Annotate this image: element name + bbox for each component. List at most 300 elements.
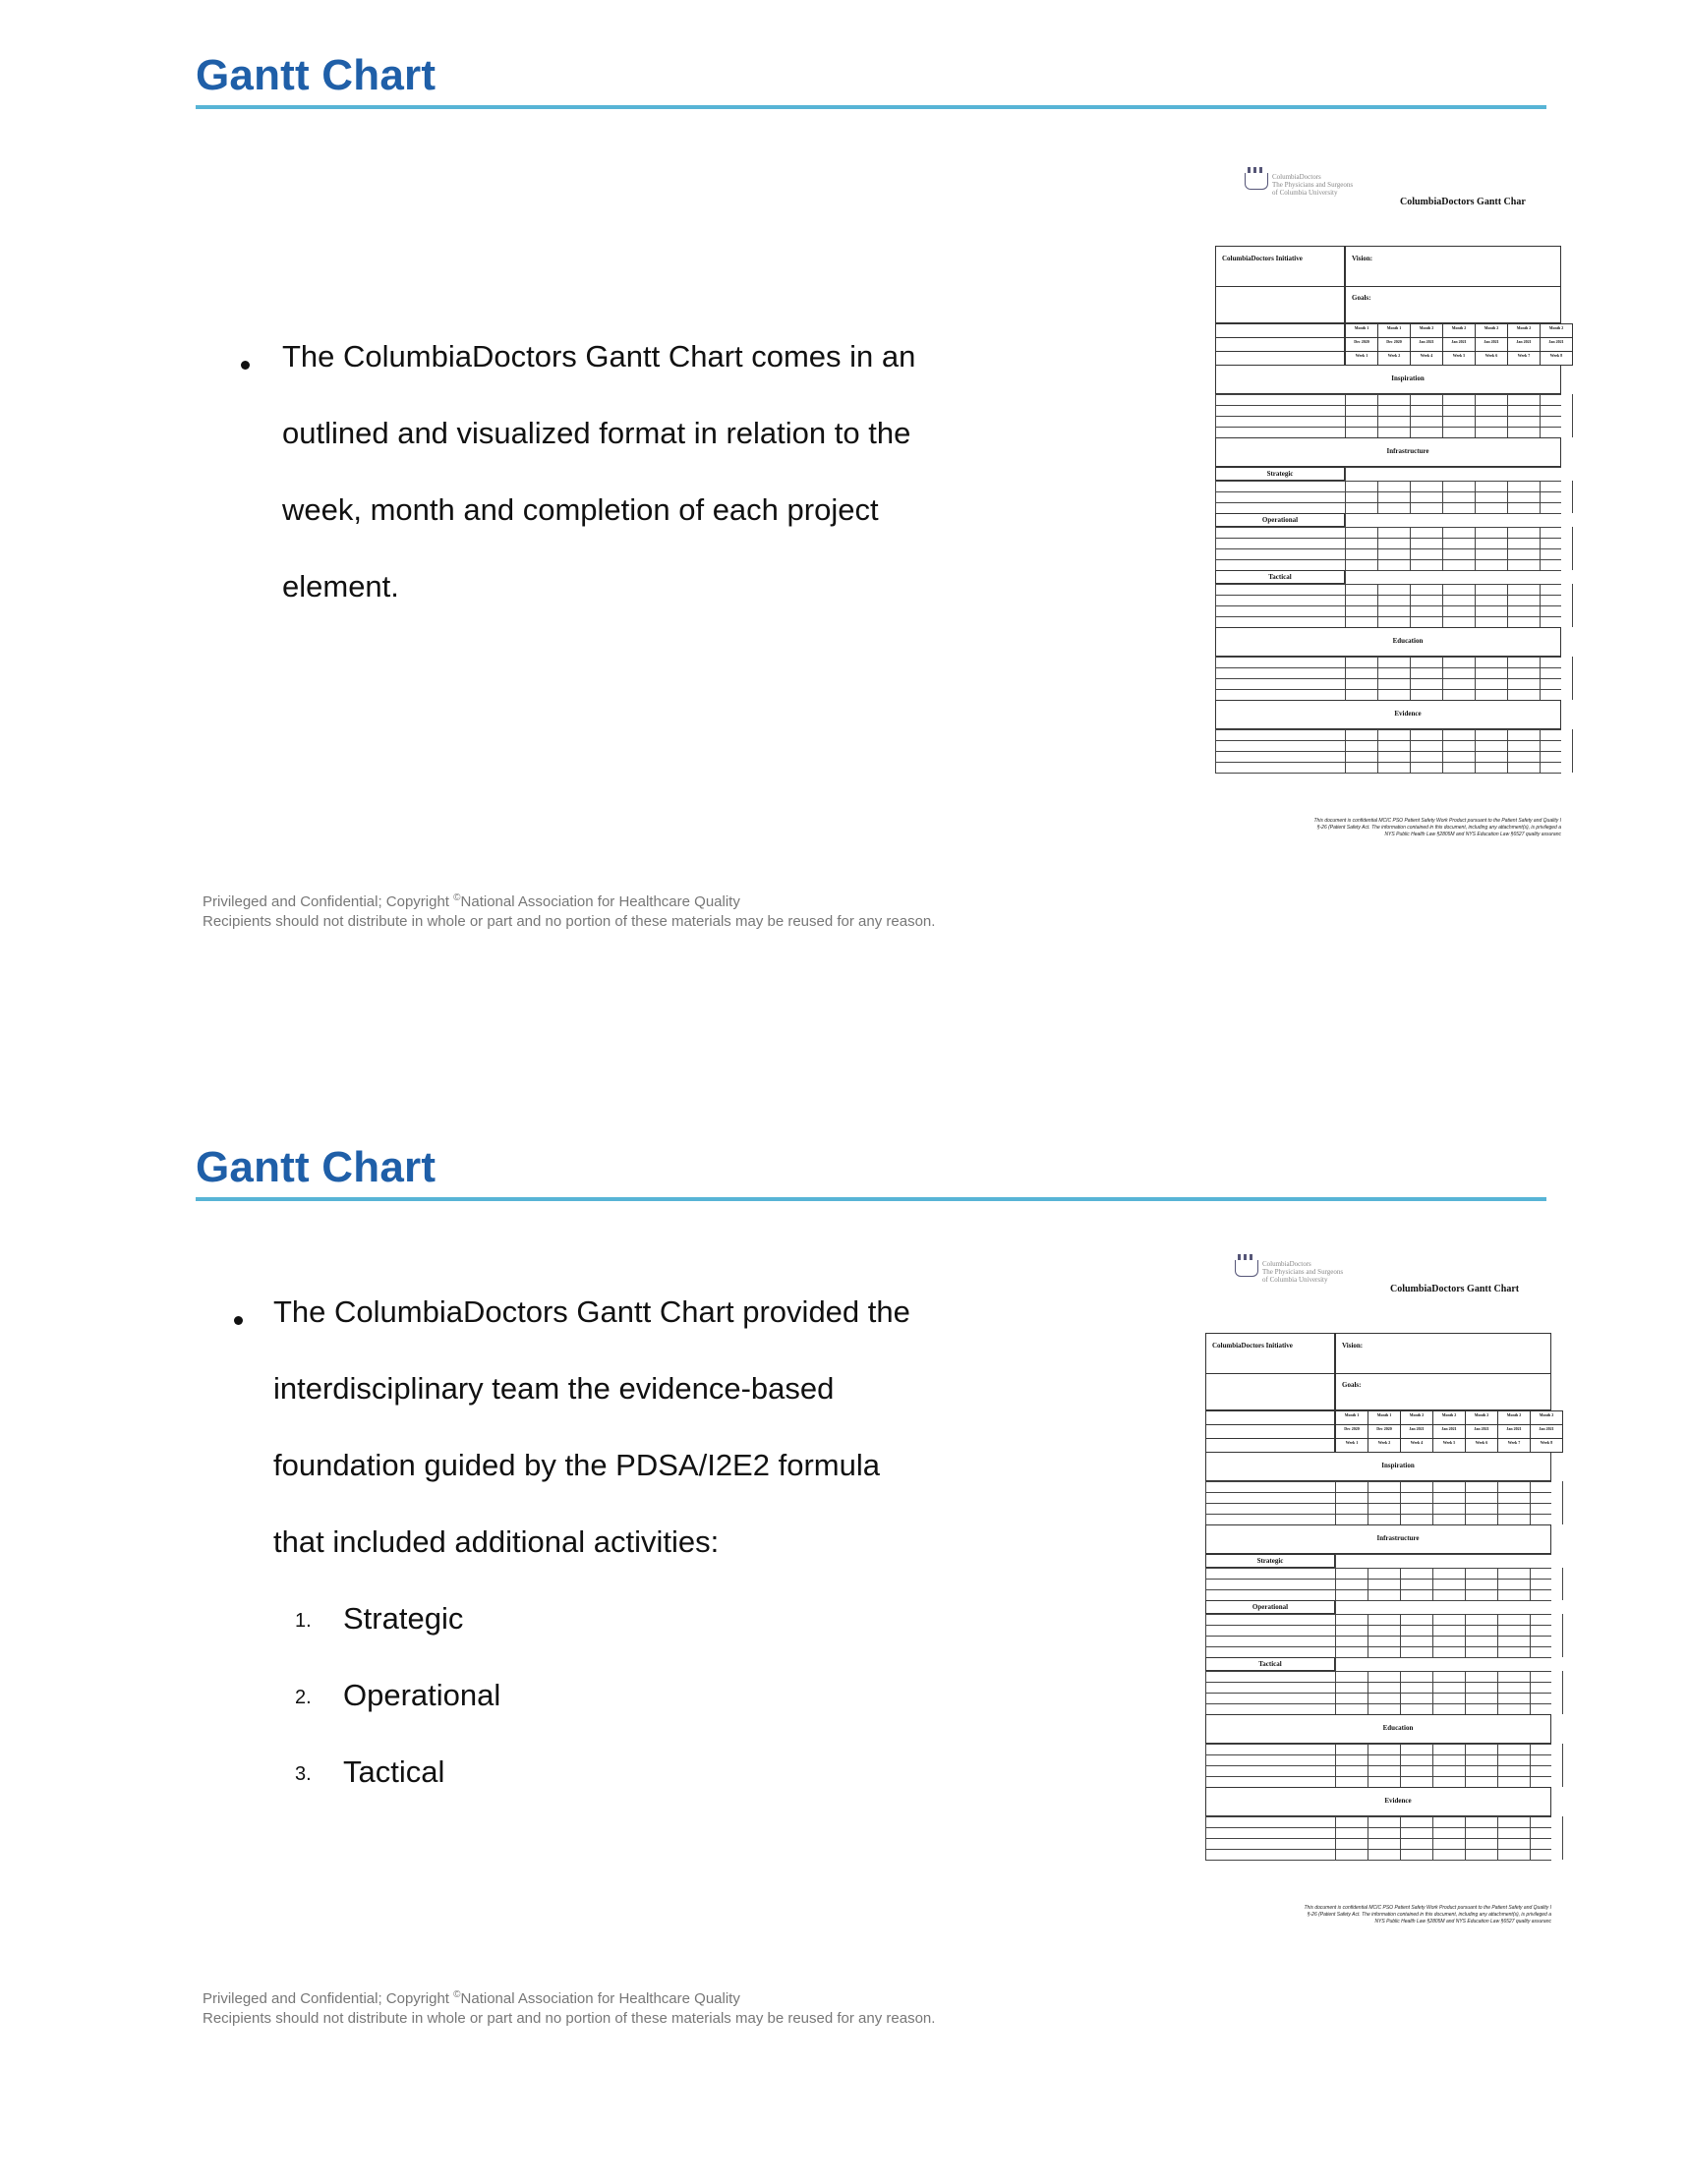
grid-line [1205,1744,1206,1787]
grid-line [1507,527,1508,570]
grid-line [1507,481,1508,513]
grid-line [1215,538,1561,539]
header-cell-text: Jan 2021 [1539,1426,1554,1431]
grid-line [1335,1554,1551,1555]
header-cell [1432,1410,1466,1425]
logo-line: ColumbiaDoctors [1272,173,1321,181]
grid-line [1205,1579,1551,1580]
gantt-chart-thumbnail [1207,173,1564,881]
grid-line [1215,657,1216,700]
grid-line [1530,1568,1531,1600]
header-cell-text: Month 2 [1409,1412,1425,1417]
header-cell-text: Dec 2020 [1386,339,1402,344]
grid-line [1497,1568,1498,1600]
grid-line [1215,729,1561,730]
grid-line [1215,527,1561,528]
grid-line [1215,527,1216,570]
grid-line [1345,570,1561,571]
header-row-label [1205,1410,1335,1425]
grid-line [1345,467,1561,468]
grid-line [1410,394,1411,437]
footer [203,889,935,932]
header-cell-text: Week 6 [1484,353,1498,358]
grid-line [1540,584,1541,627]
section-header: Evidence [1215,700,1561,729]
bullet-icon [241,361,250,370]
grid-line [1215,657,1561,658]
slide-title: Gantt Chart [196,51,437,99]
grid-line [1465,1671,1466,1714]
grid-line [1432,1744,1433,1787]
grid-line [1215,751,1561,752]
header-cell-text: Week 8 [1540,1440,1553,1445]
confidential-line: §-26 (Patient Safety Act. The information contained in this document, including any attachment(s), is privileged a [1307,1912,1551,1918]
grid-line [1335,1568,1336,1600]
blank-cell [1205,1373,1335,1410]
header-cell-text: Month 1 [1376,1412,1392,1417]
header-cell-text: Month 2 [1548,325,1564,330]
footer-copyright: Privileged and Confidential; Copyright ©National Association for Healthcare Quality [203,1989,740,2007]
header-cell [1507,323,1541,338]
grid-line [1442,657,1443,700]
grid-line [1205,1614,1551,1615]
grid-line [1540,729,1541,773]
grid-line [1205,1514,1551,1515]
grid-line [1465,1816,1466,1860]
grid-line [1530,1671,1531,1714]
grid-line [1497,1816,1498,1860]
header-cell-text: Jan 2021 [1419,339,1434,344]
header-cell-text: Jan 2021 [1548,339,1564,344]
confidential-line: §-26 (Patient Safety Act. The information contained in this document, including any attachment(s), is privileged a [1316,825,1561,831]
crown-logo-icon [1245,173,1268,190]
header-cell-text: Month 2 [1539,1412,1554,1417]
grid-line [1562,1671,1563,1714]
header-row-label [1205,1438,1335,1453]
grid-line [1400,1568,1401,1600]
header-cell [1530,1424,1563,1439]
logo-line: of Columbia University [1272,189,1338,197]
header-cell-text: Month 2 [1474,1412,1489,1417]
grid-line [1215,481,1561,482]
header-cell-text: Week 7 [1517,353,1531,358]
header-cell-text: Month 1 [1386,325,1402,330]
blank-cell [1215,286,1345,323]
grid-line [1442,481,1443,513]
header-cell [1497,1424,1531,1439]
grid-line [1475,584,1476,627]
header-cell [1410,323,1443,338]
header-cell [1345,323,1378,338]
grid-line [1205,1492,1551,1493]
grid-line [1410,584,1411,627]
gantt-doc-title: ColumbiaDoctors Gantt Chart [1390,1284,1520,1294]
grid-line [1475,729,1476,773]
grid-line [1572,527,1573,570]
subsection-header: Operational [1215,513,1345,527]
grid-line [1562,1481,1563,1524]
grid-line [1205,1589,1551,1590]
grid-line [1335,1481,1336,1524]
grid-line [1205,1671,1206,1714]
header-row-label [1215,323,1345,338]
subsection-header: Strategic [1215,467,1345,481]
grid-line [1335,1657,1551,1658]
grid-line [1215,427,1561,428]
grid-line [1410,481,1411,513]
grid-line [1215,678,1561,679]
grid-line [1507,729,1508,773]
header-cell-text: Week 1 [1345,1440,1359,1445]
grid-line [1475,657,1476,700]
grid-line [1205,1568,1551,1569]
grid-line [1215,740,1561,741]
grid-line [1215,667,1561,668]
confidential-line: This document is confidential MCIC PSO Patient Safety Work Product pursuant to the Patient Safety and Quality I [1304,1905,1551,1911]
header-cell [1335,1438,1368,1453]
title-divider [196,105,1546,109]
grid-line [1345,467,1346,481]
header-cell [1530,1410,1563,1425]
header-cell [1377,337,1411,352]
grid-line [1475,527,1476,570]
header-row-label [1215,337,1345,352]
footer [203,1985,935,2029]
bullet-text-line: element. [282,569,399,603]
grid-line [1400,1744,1401,1787]
grid-line [1562,1816,1563,1860]
header-cell [1368,1438,1401,1453]
grid-line [1215,394,1561,395]
grid-line [1345,513,1561,514]
grid-line [1465,1568,1466,1600]
header-cell-text: Week 5 [1442,1440,1456,1445]
grid-line [1205,1816,1551,1817]
grid-line [1562,1614,1563,1657]
grid-line [1572,481,1573,513]
grid-line [1442,527,1443,570]
grid-line [1507,584,1508,627]
grid-line [1345,584,1346,627]
grid-line [1205,1636,1551,1637]
header-cell [1497,1438,1531,1453]
grid-line [1572,584,1573,627]
grid-line [1345,394,1346,437]
grid-line [1205,1765,1551,1766]
logo-line: of Columbia University [1262,1276,1328,1284]
header-cell [1335,1424,1368,1439]
goals-cell: Goals: [1335,1373,1551,1410]
grid-line [1562,1744,1563,1787]
subsection-header: Strategic [1205,1554,1335,1568]
grid-line [1562,1568,1563,1600]
grid-line [1400,1671,1401,1714]
header-cell-text: Jan 2021 [1409,1426,1425,1431]
grid-line [1215,491,1561,492]
logo-text [1262,1260,1343,1284]
grid-line [1497,1744,1498,1787]
header-cell [1377,323,1411,338]
header-cell-text: Month 2 [1506,1412,1522,1417]
grid-line [1335,1657,1336,1671]
grid-line [1215,548,1561,549]
header-cell [1410,351,1443,366]
grid-line [1215,689,1561,690]
section-header: Infrastructure [1205,1524,1551,1554]
grid-line [1377,527,1378,570]
title-divider [196,1197,1546,1201]
header-cell-text: Week 6 [1475,1440,1488,1445]
grid-line [1377,394,1378,437]
header-cell-text: Month 2 [1451,325,1467,330]
grid-line [1432,1568,1433,1600]
header-cell-text: Jan 2021 [1506,1426,1522,1431]
header-cell [1400,1438,1433,1453]
grid-line [1215,595,1561,596]
grid-line [1540,527,1541,570]
slide-title: Gantt Chart [196,1143,437,1191]
grid-line [1442,729,1443,773]
grid-line [1215,394,1216,437]
grid-line [1345,481,1346,513]
grid-line [1465,1481,1466,1524]
grid-line [1335,1600,1336,1614]
header-cell [1475,351,1508,366]
initiative-cell: ColumbiaDoctors Initiative [1215,246,1345,287]
grid-line [1572,657,1573,700]
grid-line [1205,1503,1551,1504]
header-cell [1475,323,1508,338]
grid-line [1465,1614,1466,1657]
grid-line [1205,1776,1551,1777]
header-cell [1497,1410,1531,1425]
header-cell [1368,1410,1401,1425]
section-header: Inspiration [1205,1452,1551,1481]
grid-line [1410,729,1411,773]
header-cell [1345,351,1378,366]
grid-line [1507,394,1508,437]
header-cell-text: Week 1 [1355,353,1368,358]
header-cell-text: Week 5 [1452,353,1466,358]
grid-line [1205,1816,1206,1860]
header-cell-text: Jan 2021 [1516,339,1532,344]
confidential-line: NYS Public Health Law §2805M and NYS Education Law §6527 quality assuranc [1384,832,1561,837]
grid-line [1377,729,1378,773]
grid-line [1530,1744,1531,1787]
grid-line [1410,527,1411,570]
grid-line [1345,570,1346,584]
header-row-label [1215,351,1345,366]
grid-line [1335,1614,1336,1657]
bullet-text-line: week, month and completion of each project [282,492,879,527]
grid-line [1215,416,1561,417]
grid-line [1215,773,1561,774]
section-header: Infrastructure [1215,437,1561,467]
header-cell [1465,1424,1498,1439]
grid-line [1205,1827,1551,1828]
grid-line [1497,1614,1498,1657]
grid-line [1215,605,1561,606]
vision-cell: Vision: [1335,1333,1551,1374]
grid-line [1215,405,1561,406]
header-cell-text: Dec 2020 [1354,339,1369,344]
grid-line [1215,481,1216,513]
section-header: Education [1205,1714,1551,1744]
logo-line: The Physicians and Surgeons [1262,1268,1344,1276]
grid-line [1345,527,1346,570]
header-cell [1540,337,1573,352]
grid-line [1345,513,1346,527]
grid-line [1205,1838,1551,1839]
grid-line [1475,481,1476,513]
bullet-text-line: that included additional activities: [273,1524,720,1559]
grid-line [1507,657,1508,700]
grid-line [1345,729,1346,773]
header-cell-text: Week 8 [1549,353,1563,358]
header-cell-text: Month 2 [1484,325,1499,330]
header-cell [1442,337,1476,352]
bullet-text-line: The ColumbiaDoctors Gantt Chart comes in an [282,339,916,374]
bullet-text-line: interdisciplinary team the evidence-based [273,1371,835,1406]
grid-line [1215,502,1561,503]
grid-line [1205,1481,1206,1524]
header-cell [1345,337,1378,352]
header-cell [1442,323,1476,338]
header-cell-text: Week 2 [1377,1440,1391,1445]
gantt-doc-title: ColumbiaDoctors Gantt Char [1400,197,1526,207]
header-cell-text: Dec 2020 [1376,1426,1392,1431]
grid-line [1497,1481,1498,1524]
bullet-icon [234,1316,243,1325]
grid-line [1215,729,1216,773]
header-cell [1377,351,1411,366]
grid-line [1205,1703,1551,1704]
header-cell-text: Jan 2021 [1474,1426,1489,1431]
bullet-text-line: outlined and visualized format in relation to the [282,416,911,450]
header-cell-text: Jan 2021 [1441,1426,1457,1431]
grid-line [1432,1481,1433,1524]
grid-line [1377,481,1378,513]
grid-line [1432,1816,1433,1860]
grid-line [1205,1614,1206,1657]
section-header: Evidence [1205,1787,1551,1816]
grid-line [1335,1816,1336,1860]
footer-notice: Recipients should not distribute in whole or part and no portion of these materials may be reused for any reason. [203,913,936,930]
header-row-label [1205,1424,1335,1439]
grid-line [1530,1614,1531,1657]
header-cell [1400,1424,1433,1439]
footer-notice: Recipients should not distribute in whole or part and no portion of these materials may be reused for any reason. [203,2010,936,2027]
header-cell [1540,323,1573,338]
grid-line [1205,1849,1551,1850]
section-header: Education [1215,627,1561,657]
slide-2: Gantt Chart The ColumbiaDoctors Gantt Chart provided the interdisciplinary team the evidence-based foundation guided by the PDSA/I2E2 formula that included additional activities: 1. Strategic 2. Operational 3. Tactical ColumbiaDoctors The Physicians and Surgeons of Columbia University ColumbiaDoctors Gantt Chart ColumbiaDoctors Initiative Vision: Goals: Month 1 Month 1 Month 2 Month 2 Month 2 Month 2 Month 2 Dec 2020 Dec 2020 Jan 2021 Jan 2021 Jan 2021 Jan 2021 Jan 2021 Week 1 Week 2 Week 4 Week 5 Week 6 Week 7 Week 8 Inspiration Infrastructure Strategic Operational Tactical Education Evidence This document is confidential MCIC PSO Patient Safety Work Product pursuant to the Patient Safety and Quality I §-26 (Patient Safety Act. The information contained in this document, including any attachment(s), is privileged a NYS Public Health Law §2805M and NYS Education Law §6527 quality assuranc Privileged and Confidential; Copyright ©National Association for Healthcare Quality Recipients should not distribute in whole or part and no portion of these materials may be reused for any reason. [0,1092,1688,2184]
vision-cell: Vision: [1345,246,1561,287]
grid-line [1335,1600,1551,1601]
grid-line [1335,1744,1336,1787]
grid-line [1400,1816,1401,1860]
grid-line [1215,584,1561,585]
header-cell [1410,337,1443,352]
grid-line [1205,1744,1551,1745]
header-cell-text: Month 1 [1344,1412,1360,1417]
footer-copyright: Privileged and Confidential; Copyright ©National Association for Healthcare Quality [203,892,740,910]
grid-line [1205,1646,1551,1647]
grid-line [1205,1860,1551,1861]
grid-line [1475,394,1476,437]
header-cell [1465,1438,1498,1453]
confidential-note [1313,818,1561,838]
header-cell [1507,337,1541,352]
header-cell [1368,1424,1401,1439]
header-cell-text: Week 4 [1410,1440,1424,1445]
header-cell-text: Month 2 [1516,325,1532,330]
header-cell [1540,351,1573,366]
header-cell [1507,351,1541,366]
grid-line [1345,657,1346,700]
grid-line [1215,616,1561,617]
grid-line [1530,1481,1531,1524]
grid-line [1335,1671,1336,1714]
grid-line [1400,1614,1401,1657]
grid-line [1572,729,1573,773]
grid-line [1432,1671,1433,1714]
grid-line [1465,1744,1466,1787]
confidential-line: NYS Public Health Law §2805M and NYS Education Law §6527 quality assuranc [1374,1919,1551,1925]
grid-line [1215,584,1216,627]
grid-line [1442,584,1443,627]
header-cell-text: Jan 2021 [1451,339,1467,344]
grid-line [1432,1614,1433,1657]
grid-line [1410,657,1411,700]
grid-line [1540,394,1541,437]
grid-line [1377,657,1378,700]
grid-line [1530,1816,1531,1860]
grid-line [1215,559,1561,560]
grid-line [1215,762,1561,763]
header-cell [1465,1410,1498,1425]
header-cell-text: Week 7 [1507,1440,1521,1445]
grid-line [1377,584,1378,627]
section-header: Inspiration [1215,365,1561,394]
header-cell-text: Month 1 [1354,325,1369,330]
crown-logo-icon [1235,1260,1258,1277]
header-cell [1335,1410,1368,1425]
grid-line [1205,1754,1551,1755]
grid-line [1205,1682,1551,1683]
bullet-text-line: foundation guided by the PDSA/I2E2 formula [273,1448,880,1482]
header-cell [1530,1438,1563,1453]
confidential-note [1304,1905,1551,1925]
grid-line [1497,1671,1498,1714]
header-cell-text: Month 2 [1419,325,1434,330]
header-cell-text: Jan 2021 [1484,339,1499,344]
grid-line [1205,1693,1551,1694]
header-cell [1432,1424,1466,1439]
logo-line: ColumbiaDoctors [1262,1260,1311,1268]
subsection-header: Tactical [1205,1657,1335,1671]
gantt-chart-thumbnail [1197,1260,1554,1968]
header-cell-text: Week 4 [1420,353,1433,358]
grid-line [1540,657,1541,700]
bullet-text-line: The ColumbiaDoctors Gantt Chart provided the [273,1294,910,1329]
grid-line [1205,1671,1551,1672]
grid-line [1205,1625,1551,1626]
goals-cell: Goals: [1345,286,1561,323]
header-cell-text: Week 2 [1387,353,1401,358]
header-cell [1400,1410,1433,1425]
header-cell [1475,337,1508,352]
